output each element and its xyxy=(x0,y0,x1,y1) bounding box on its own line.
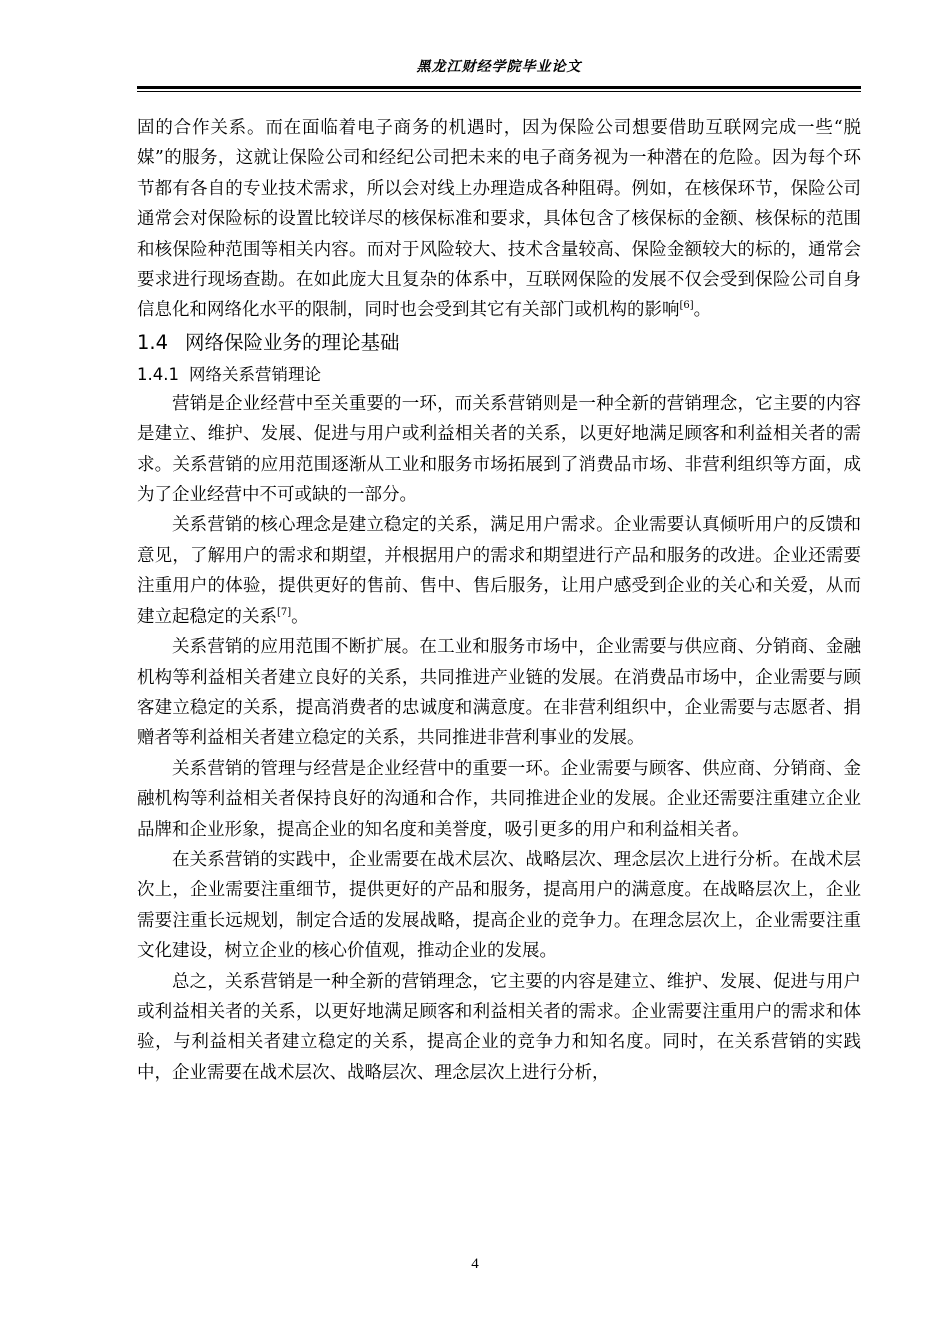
subsection-title: 网络关系营销理论 xyxy=(189,364,321,384)
paragraph: 总之，关系营销是一种全新的营销理念，它主要的内容是建立、维护、发展、促进与用户或利益相关者的关系，以更好地满足顾客和利益相关者的需求。企业需要注重用户的需求和体验，与利益相关者建立稳定的关系，提高企业的竞争力和知名度。同时，在关系营销的实践中，企业需要在战术层次、战略层次、理念层次上进行分析， xyxy=(137,971,861,1083)
paragraph-text: 关系营销的核心理念是建立稳定的关系，满足用户需求。企业需要认真倾听用户的反馈和意见，了解用户的需求和期望，并根据用户的需求和期望进行产品和服务的改进。企业还需要注重用户的体验，提供更好的售前、售中、售后服务，让用户感受到企业的关心和关爱，从而建立起稳定的关系 xyxy=(137,515,861,627)
body-text xyxy=(137,113,861,1088)
paragraph: 关系营销的管理与经营是企业经营中的重要一环。企业需要与顾客、供应商、分销商、金融机构等利益相关者保持良好的沟通和合作，共同推进企业的发展。企业还需要注重建立企业品牌和企业形象，提高企业的知名度和美誉度，吸引更多的用户和利益相关者。 xyxy=(137,758,861,840)
paragraph: 关系营销的应用范围不断扩展。在工业和服务市场中，企业需要与供应商、分销商、金融机构等利益相关者建立良好的关系，共同推进产业链的发展。在消费品市场中，企业需要与顾客建立稳定的关系，提高消费者的忠诚度和满意度。在非营利组织中，企业需要与志愿者、捐赠者等利益相关者建立稳定的关系，共同推进非营利事业的发展。 xyxy=(137,637,861,749)
subsection-number: 1.4.1 xyxy=(137,364,179,384)
page-number: 4 xyxy=(471,1256,479,1272)
section-heading xyxy=(137,326,861,360)
header-rule-thick xyxy=(137,86,861,89)
paragraph-continued xyxy=(137,113,861,326)
paragraph-end: 。 xyxy=(693,300,712,321)
section-title: 网络保险业务的理论基础 xyxy=(185,330,400,354)
paragraph: 营销是企业经营中至关重要的一环，而关系营销则是一种全新的营销理念，它主要的内容是建立、维护、发展、促进与用户或利益相关者的关系，以更好地满足顾客和利益相关者的需求。关系营销的应用范围逐渐从工业和服务市场拓展到了消费品市场、非营利组织等方面，成为了企业经营中不可或缺的一部分。 xyxy=(137,393,861,506)
subsection-heading xyxy=(137,360,861,389)
citation-marker: [6] xyxy=(679,300,694,312)
paragraph-text: 固的合作关系。而在面临着电子商务的机遇时，因为保险公司想要借助互联网完成一些“脱媒”的服务，这就让保险公司和经纪公司把未来的电子商务视为一种潜在的危险。因为每个环节都有各自的专业技术需求，所以会对线上办理造成各种阻碍。例如，在核保环节，保险公司通常会对保险标的设置比较详尽的核保标准和要求，具体包含了核保标的金额、核保标的范围和核保险种范围等相关内容。而对于风险较大、技术含量较高、保险金额较大的标的，通常会要求进行现场查勘。在如此庞大且复杂的体系中，互联网保险的发展不仅会受到保险公司自身信息化和网络化水平的限制，同时也会受到其它有关部门或机构的影响 xyxy=(137,118,861,321)
section-number: 1.4 xyxy=(137,330,169,354)
citation-marker: [7] xyxy=(277,606,292,618)
paragraph-end: 。 xyxy=(291,606,309,627)
page-header-title: 黑龙江财经学院毕业论文 xyxy=(416,59,582,75)
header-rule-thin xyxy=(137,91,861,92)
paragraph xyxy=(137,510,861,632)
paragraph: 在关系营销的实践中，企业需要在战术层次、战略层次、理念层次上进行分析。在战术层次上，企业需要注重细节，提供更好的产品和服务，提高用户的满意度。在战略层次上，企业需要注重长远规划，制定合适的发展战略，提高企业的竞争力。在理念层次上，企业需要注重文化建设，树立企业的核心价值观，推动企业的发展。 xyxy=(137,849,861,962)
